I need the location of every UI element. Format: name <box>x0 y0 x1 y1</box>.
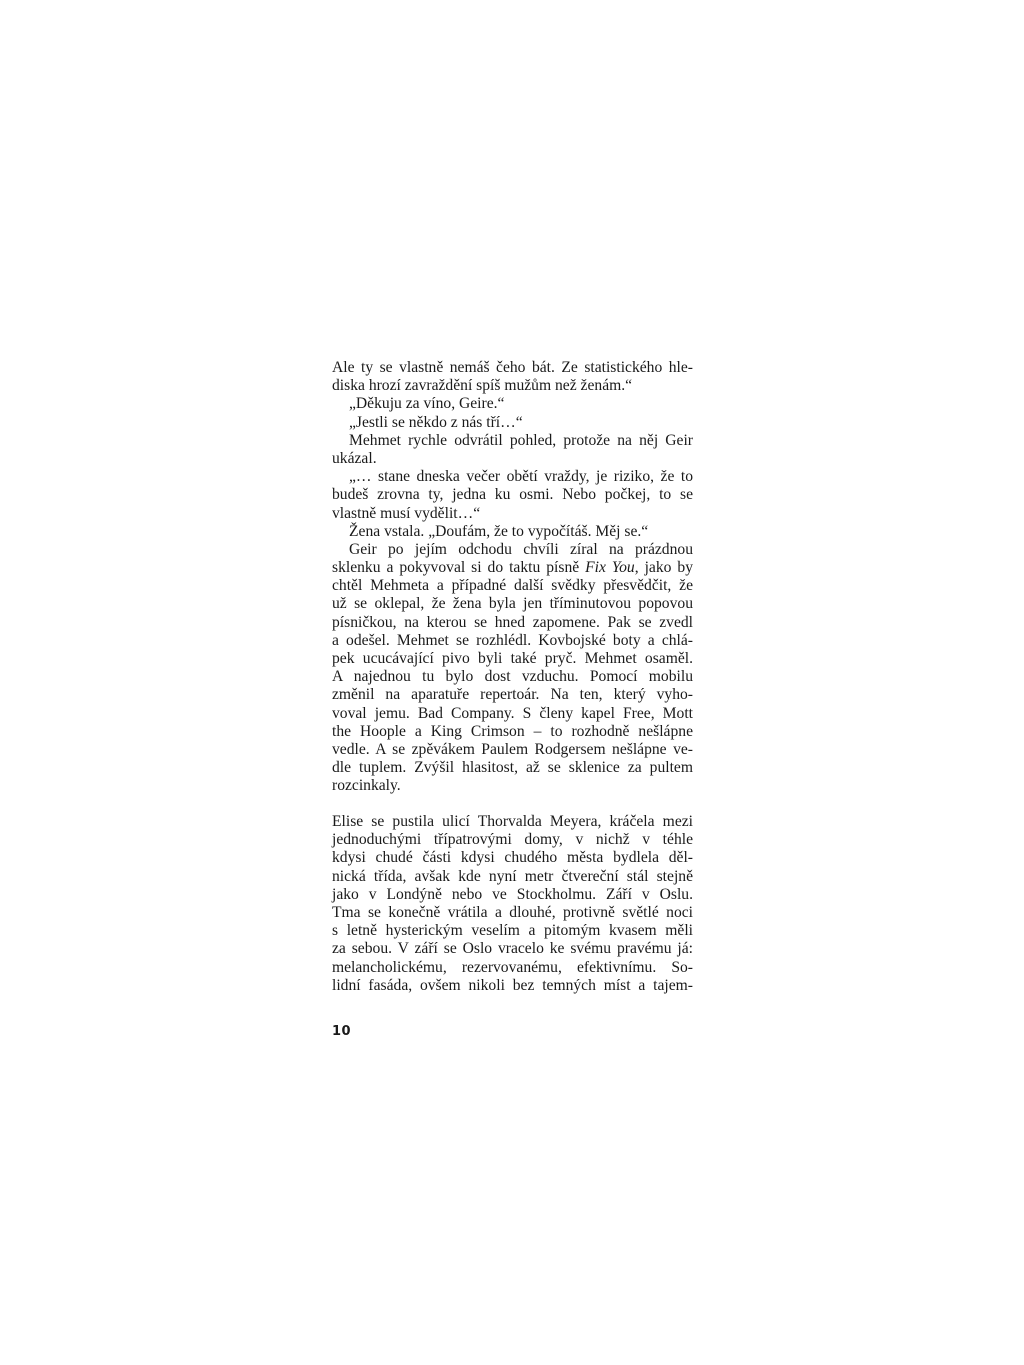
text-line: melancholickému, rezervovanému, efektivnímu. So- <box>332 958 693 976</box>
text-line: změnil na aparatuře repertoár. Na ten, který vyho- <box>332 686 693 704</box>
text-line: za sebou. V září se Oslo vracelo ke svému pravému já: <box>332 940 693 958</box>
text-line: voval jemu. Bad Company. S členy kapel Free, Mott <box>332 704 693 722</box>
text-line: A najednou tu bylo dost vzduchu. Pomocí mobilu <box>332 668 693 686</box>
text-line: „Jestli se někdo z nás tří…“ <box>349 413 523 431</box>
text-line: Geir po jejím odchodu chvíli zíral na prázdnou <box>349 540 693 558</box>
text-line: sklenku a pokyvoval si do taktu písně Fix You, jako by <box>332 559 693 577</box>
text-line: jako v Londýně nebo ve Stockholmu. Září v Oslu. <box>332 885 693 903</box>
text-line: the Hoople a King Crimson – to rozhodně nešlápne <box>332 722 693 740</box>
text-line: vedle. A se zpěvákem Paulem Rodgersem nešlápne ve- <box>332 740 693 758</box>
text-line: Ale ty se vlastně nemáš čeho bát. Ze statistického hle- <box>332 359 693 376</box>
text-line: s letně hysterickým veselím a pitomým kvasem měli <box>332 922 693 940</box>
text-line: Mehmet rychle odvrátil pohled, protože na něj Geir <box>349 431 693 449</box>
text-block-1 <box>332 359 693 796</box>
text-line: vlastně musí vydělit…“ <box>332 504 481 522</box>
text-line: jednoduchými třípatrovými domy, v nichž v téhle <box>332 831 693 849</box>
page-number: 10 <box>332 1024 352 1039</box>
text-line: pek ucucávající pivo byli také pryč. Mehmet osaměl. <box>332 650 693 667</box>
text-line: lidní fasáda, ovšem nikoli bez temných míst a tajem- <box>332 976 693 994</box>
text-line: budeš zrovna ty, jedna ku osmi. Nebo počkej, to se <box>332 486 693 504</box>
text-block-2 <box>332 813 693 995</box>
text-line: Elise se pustila ulicí Thorvalda Meyera, kráčela mezi <box>332 813 693 830</box>
text-line: nická třída, avšak kde nyní metr čtvereční stál stejně <box>332 867 693 885</box>
text-line: chtěl Mehmeta a případné další svědky přesvědčit, že <box>332 577 693 595</box>
text-line: ukázal. <box>332 449 377 467</box>
text-line: kdysi chudé části kdysi chudého města bydlela děl- <box>332 849 693 867</box>
text-line: „… stane dneska večer obětí vraždy, je riziko, že to <box>349 468 693 486</box>
text-line: Žena vstala. „Doufám, že to vypočítáš. Měj se.“ <box>349 522 649 540</box>
text-line: písničkou, na kterou se hned zapomene. Pak se zvedl <box>332 613 693 631</box>
song-title: Fix You <box>585 559 635 577</box>
text-line: rozcinkaly. <box>332 777 401 795</box>
text-line: diska hrozí zavraždění spíš mužům než ženám.“ <box>332 377 633 395</box>
text-line: „Děkuju za víno, Geire.“ <box>349 395 505 413</box>
text-line: už se oklepal, že žena byla jen tříminutovou popovou <box>332 595 693 613</box>
text-line: a odešel. Mehmet se rozhlédl. Kovbojské boty a chlá- <box>332 631 693 649</box>
text-line: dle tuplem. Zvýšil hlasitost, až se sklenice za pultem <box>332 759 693 777</box>
text-line: Tma se konečně vrátila a dlouhé, protivně světlé noci <box>332 903 693 921</box>
